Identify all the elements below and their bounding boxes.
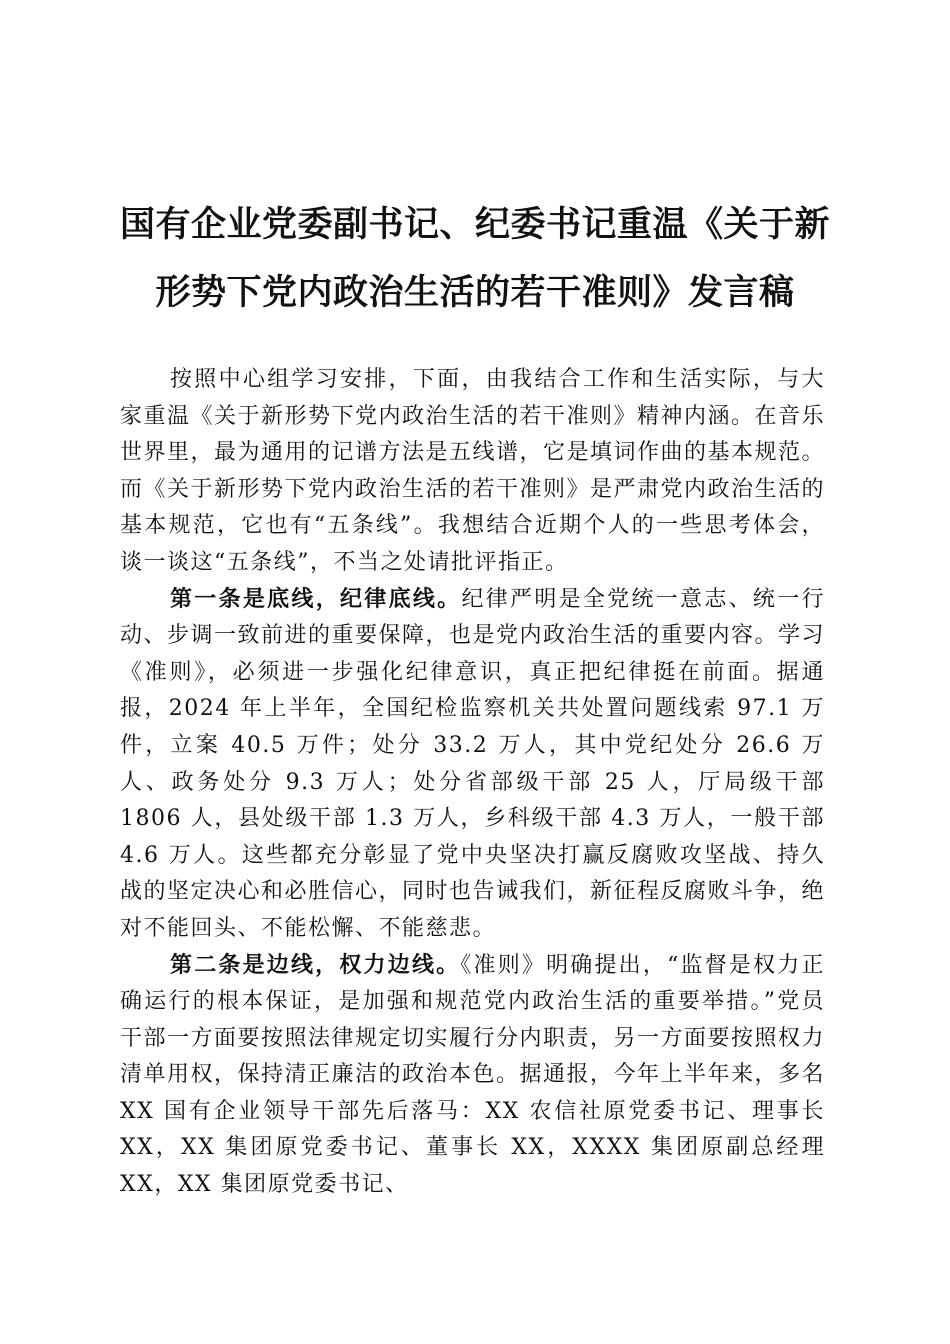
document-body [120,362,825,1204]
paragraph-discipline-bottom-line [120,582,825,948]
paragraph-intro [120,362,825,582]
paragraph-power-boundary [120,948,825,1204]
document-title [100,191,850,327]
title-line-2: 形势下党内政治生活的若干准则》发言稿 [155,273,795,314]
paragraph-text: 按照中心组学习安排，下面，由我结合工作和生活实际，与大家重温《关于新形势下党内政治生活的若干准则》精神内涵。在音乐世界里，最为通用的记谱方法是五线谱，它是填词作曲的基本规范。而《关于新形势下党内政治生活的若干准则》是严肃党内政治生活的基本规范，它也有“五条线”。我想结合近期个人的一些思考体会，谈一谈这“五条线”，不当之处请批评指正。 [120,367,826,575]
paragraph-heading: 第二条是边线，权力边线。 [170,952,461,978]
title-line-1: 国有企业党委副书记、纪委书记重温《关于新 [119,205,830,246]
paragraph-text: 纪律严明是全党统一意志、统一行动、步调一致前进的重要保障，也是党内政治生活的重要内容。学习《准则》，必须进一步强化纪律意识，真正把纪律挺在前面。据通报，2024 年上半年，全国纪检监察机关共处置问题线索 97.1 万件，立案 40.5 万件；处分 33.2 万人，其中党纪处分 26.6 万人、政务处分 9.3 万人；处分省部级干部 25 人，厅局级干部 1806 人，县处级干部 1.3 万人，乡科级干部 4.3 万人，一般干部 4.6 万人。这些都充分彰显了党中央坚决打赢反腐败攻坚战、持久战的坚定决心和必胜信心，同时也告诫我们，新征程反腐败斗争，绝对不能回头、不能松懈、不能慈悲。 [120,586,826,941]
paragraph-heading: 第一条是底线，纪律底线。 [170,586,462,612]
paragraph-text: 《准则》明确提出，“监督是权力正确运行的根本保证，是加强和规范党内政治生活的重要举措。”党员干部一方面要按照法律规定切实履行分内职责，另一方面要按照权力清单用权，保持清正廉洁的政治本色。据通报，今年上半年来，多名 XX 国有企业领导干部先后落马：XX 农信社原党委书记、理事长 XX，XX 集团原党委书记、董事长 XX，XXXX 集团原副总经理 XX，XX 集团原党委书记、 [120,952,826,1198]
